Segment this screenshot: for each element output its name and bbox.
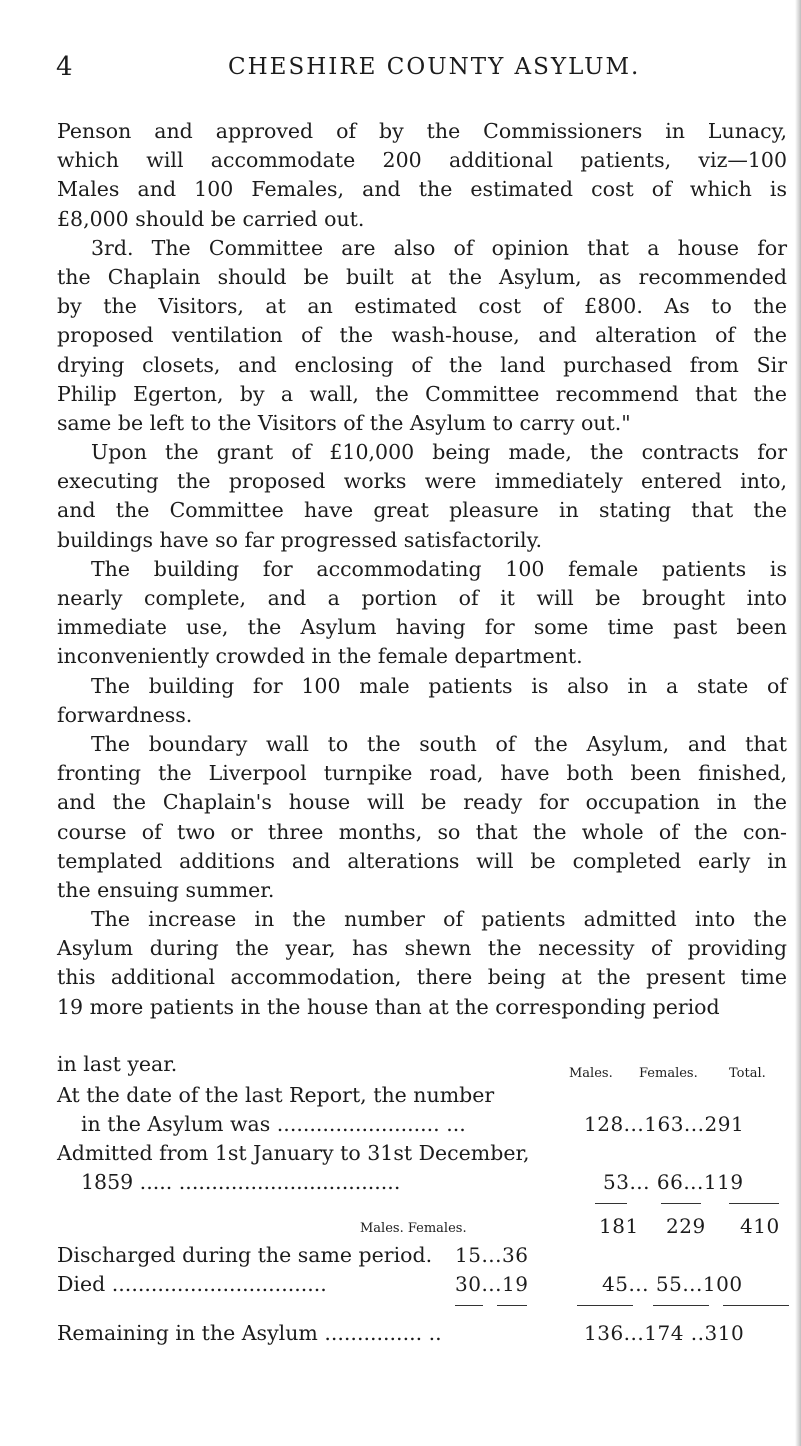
subtotal-headers: Males. Females. (360, 1221, 467, 1236)
text-line: Males and 100 Females, and the estimated cost of which is (57, 177, 787, 202)
text-line: The building for 100 male patients is also in a state of (91, 673, 787, 698)
text-line: 3rd. The Committee are also of opinion that a house for (91, 235, 787, 260)
rule (595, 1203, 627, 1204)
text-line: which will accommodate 200 additional patients, viz—100 (57, 148, 787, 173)
text-line: this additional accommodation, there being at the present time (57, 965, 787, 990)
row1-label-line1: At the date of the last Report, the number (57, 1083, 495, 1107)
subtotal-males: 181 (599, 1214, 639, 1238)
rule (577, 1305, 633, 1306)
rule (653, 1305, 709, 1306)
text-line: forwardness. (57, 702, 193, 727)
col-header-males: Males. (569, 1066, 613, 1081)
rule (661, 1203, 701, 1204)
row1-values: 128...163...291 (584, 1112, 745, 1136)
row2-values: 53... 66...119 (603, 1170, 744, 1194)
text-line: The increase in the number of patients admitted into the (91, 907, 787, 932)
text-line: proposed ventilation of the wash-house, and alteration of the (57, 323, 787, 348)
rule (729, 1203, 779, 1204)
page-edge-shadow (795, 0, 801, 1446)
remaining-label: Remaining in the Asylum ............... .. (57, 1321, 442, 1345)
text-line: buildings have so far progressed satisfactorily. (57, 527, 542, 552)
text-line: the Chaplain should be built at the Asylum, as recommended (57, 264, 787, 289)
text-line: fronting the Liverpool turnpike road, have both been finished, (57, 761, 787, 786)
died-label: Died ................................. (57, 1272, 327, 1296)
text-line: templated additions and alterations will be completed early in (57, 848, 787, 873)
discharged-label: Discharged during the same period. (57, 1243, 433, 1267)
text-line: and the Chaplain's house will be ready for occupation in the (57, 790, 787, 815)
text-line: and the Committee have great pleasure in stating that the (57, 498, 787, 523)
text-line: The boundary wall to the south of the Asylum, and that (91, 731, 787, 756)
died-values: 30...19 (455, 1272, 529, 1296)
rule (723, 1305, 789, 1306)
row2-label-line1: Admitted from 1st January to 31st December, (57, 1141, 530, 1165)
combined-values: 45... 55...100 (602, 1272, 743, 1296)
last-year-text: in last year. (57, 1052, 178, 1076)
text-line: the ensuing summer. (57, 877, 275, 902)
text-line: executing the proposed works were immediately entered into, (57, 469, 787, 494)
body-text (57, 117, 787, 1022)
text-line: Philip Egerton, by a wall, the Committee recommend that the (57, 381, 787, 406)
page-number: 4 (56, 52, 73, 82)
text-line: by the Visitors, at an estimated cost of £800. As to the (57, 294, 787, 319)
rule (455, 1305, 483, 1306)
text-line: course of two or three months, so that the whole of the con- (57, 819, 787, 844)
col-header-females: Females. (639, 1066, 698, 1081)
text-line: £8,000 should be carried out. (57, 206, 365, 231)
text-line: Penson and approved of by the Commissioners in Lunacy, (57, 119, 787, 143)
rule (497, 1305, 527, 1306)
col-header-total: Total. (729, 1066, 766, 1081)
subtotal-total: 410 (740, 1214, 780, 1238)
text-line: immediate use, the Asylum having for some time past been (57, 615, 787, 640)
subtotal-females: 229 (666, 1214, 706, 1238)
text-line: drying closets, and enclosing of the land purchased from Sir (57, 352, 787, 377)
page-header (56, 52, 785, 92)
text-line: nearly complete, and a portion of it will be brought into (57, 586, 787, 610)
text-line: Upon the grant of £10,000 being made, the contracts for (91, 440, 787, 465)
row2-label-line2: 1859 ..... .................................. (81, 1170, 401, 1194)
row1-label-line2: in the Asylum was ......................... ... (81, 1112, 466, 1136)
remaining-values: 136...174 ..310 (584, 1321, 745, 1345)
text-line: same be left to the Visitors of the Asylum to carry out." (57, 410, 631, 435)
text-line: inconveniently crowded in the female department. (57, 644, 583, 669)
text-line: Asylum during the year, has shewn the necessity of providing (57, 936, 787, 961)
text-line: The building for accommodating 100 female patients is (91, 556, 787, 581)
text-line: 19 more patients in the house than at the corresponding period (57, 994, 720, 1019)
discharged-values: 15...36 (455, 1243, 529, 1267)
running-title: CHESHIRE COUNTY ASYLUM. (228, 54, 641, 80)
